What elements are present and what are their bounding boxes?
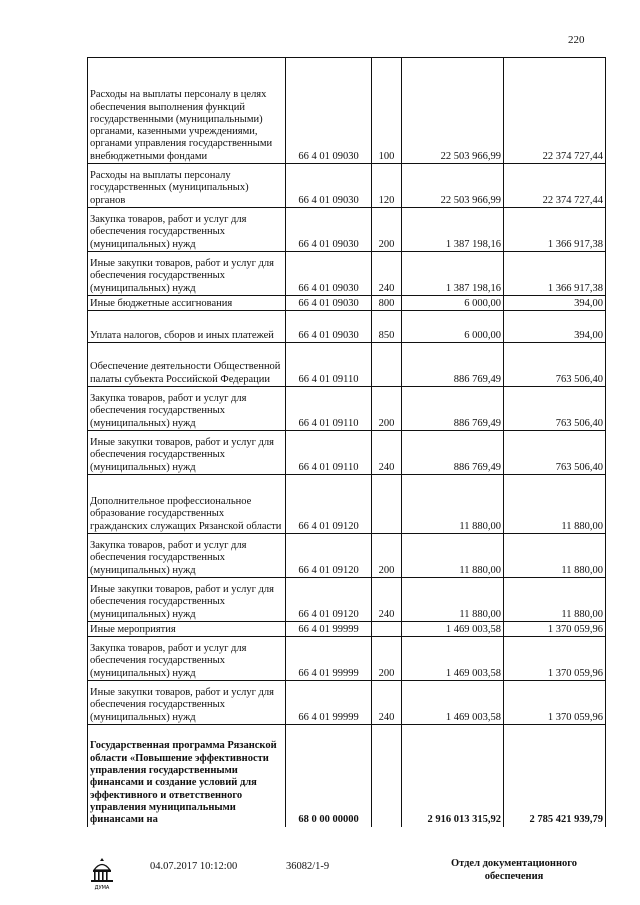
row-amount-1: 11 880,00 xyxy=(402,475,504,534)
row-code: 66 4 01 99999 xyxy=(286,622,372,637)
row-code: 66 4 01 09120 xyxy=(286,475,372,534)
row-amount-2: 763 506,40 xyxy=(504,431,606,475)
row-code: 66 4 01 99999 xyxy=(286,637,372,681)
table-row xyxy=(88,208,606,252)
table-row xyxy=(88,252,606,296)
row-amount-1: 2 916 013 315,92 xyxy=(402,725,504,827)
row-type: 120 xyxy=(372,164,402,208)
table-row xyxy=(88,681,606,725)
table-row xyxy=(88,475,606,534)
row-amount-1: 1 387 198,16 xyxy=(402,208,504,252)
row-code: 66 4 01 09110 xyxy=(286,431,372,475)
row-code: 66 4 01 99999 xyxy=(286,681,372,725)
row-amount-2: 11 880,00 xyxy=(504,475,606,534)
row-type: 200 xyxy=(372,387,402,431)
row-amount-2: 11 880,00 xyxy=(504,578,606,622)
table-row xyxy=(88,296,606,311)
row-name: Иные закупки товаров, работ и услуг для обеспечения государственных (муниципальных) нужд xyxy=(88,252,286,296)
footer-datetime: 04.07.2017 10:12:00 xyxy=(150,861,238,872)
table-row xyxy=(88,58,606,164)
row-amount-1: 22 503 966,99 xyxy=(402,58,504,164)
row-amount-2: 1 366 917,38 xyxy=(504,208,606,252)
row-amount-1: 886 769,49 xyxy=(402,387,504,431)
row-code: 66 4 01 09110 xyxy=(286,343,372,387)
row-name: Расходы на выплаты персоналу в целях обеспечения выполнения функций государственными (муниципальными) органами, казенными учреждениями, органами управления государственными внебюджетными фондами xyxy=(88,58,286,164)
row-amount-2: 1 370 059,96 xyxy=(504,637,606,681)
row-amount-1: 22 503 966,99 xyxy=(402,164,504,208)
row-name: Иные бюджетные ассигнования xyxy=(88,296,286,311)
table-row xyxy=(88,164,606,208)
row-amount-1: 1 469 003,58 xyxy=(402,637,504,681)
row-name: Государственная программа Рязанской области «Повышение эффективности управления государственными финансами и создание условий для эффективного и ответственного управления муниципальными финансами на xyxy=(88,725,286,827)
table-row xyxy=(88,622,606,637)
row-type xyxy=(372,622,402,637)
row-amount-2: 11 880,00 xyxy=(504,534,606,578)
table-row xyxy=(88,387,606,431)
row-amount-1: 1 469 003,58 xyxy=(402,622,504,637)
table-row xyxy=(88,311,606,343)
row-amount-1: 6 000,00 xyxy=(402,296,504,311)
footer-dept-line-1: Отдел документационного xyxy=(450,858,578,869)
row-name: Иные закупки товаров, работ и услуг для обеспечения государственных (муниципальных) нужд xyxy=(88,578,286,622)
row-code: 68 0 00 00000 xyxy=(286,725,372,827)
logo-label: ДУМА xyxy=(94,885,110,891)
row-amount-1: 6 000,00 xyxy=(402,311,504,343)
row-amount-2: 22 374 727,44 xyxy=(504,164,606,208)
row-amount-2: 394,00 xyxy=(504,296,606,311)
row-type xyxy=(372,725,402,827)
row-amount-2: 1 366 917,38 xyxy=(504,252,606,296)
row-code: 66 4 01 09030 xyxy=(286,58,372,164)
footer-doc-number: 36082/1-9 xyxy=(286,861,330,872)
row-name: Иные закупки товаров, работ и услуг для обеспечения государственных (муниципальных) нужд xyxy=(88,431,286,475)
row-amount-2: 1 370 059,96 xyxy=(504,681,606,725)
row-amount-2: 1 370 059,96 xyxy=(504,622,606,637)
row-amount-1: 11 880,00 xyxy=(402,578,504,622)
row-name: Закупка товаров, работ и услуг для обеспечения государственных (муниципальных) нужд xyxy=(88,208,286,252)
row-name: Закупка товаров, работ и услуг для обеспечения государственных (муниципальных) нужд xyxy=(88,534,286,578)
table-row xyxy=(88,725,606,827)
row-amount-1: 1 469 003,58 xyxy=(402,681,504,725)
row-name: Закупка товаров, работ и услуг для обеспечения государственных (муниципальных) нужд xyxy=(88,387,286,431)
budget-table xyxy=(87,57,606,827)
row-type: 100 xyxy=(372,58,402,164)
row-type: 240 xyxy=(372,431,402,475)
table-row xyxy=(88,637,606,681)
row-code: 66 4 01 09030 xyxy=(286,296,372,311)
row-type xyxy=(372,343,402,387)
table-row xyxy=(88,431,606,475)
row-amount-1: 1 387 198,16 xyxy=(402,252,504,296)
row-name: Расходы на выплаты персоналу государственных (муниципальных) органов xyxy=(88,164,286,208)
row-type: 200 xyxy=(372,208,402,252)
table-row xyxy=(88,578,606,622)
table-row xyxy=(88,343,606,387)
row-name: Дополнительное профессиональное образование государственных гражданских служащих Рязанской области xyxy=(88,475,286,534)
row-amount-1: 11 880,00 xyxy=(402,534,504,578)
row-type: 200 xyxy=(372,637,402,681)
row-amount-1: 886 769,49 xyxy=(402,343,504,387)
row-amount-2: 394,00 xyxy=(504,311,606,343)
row-amount-2: 22 374 727,44 xyxy=(504,58,606,164)
table-row xyxy=(88,534,606,578)
row-code: 66 4 01 09030 xyxy=(286,311,372,343)
row-code: 66 4 01 09030 xyxy=(286,252,372,296)
row-amount-2: 763 506,40 xyxy=(504,387,606,431)
row-name: Закупка товаров, работ и услуг для обеспечения государственных (муниципальных) нужд xyxy=(88,637,286,681)
row-amount-1: 886 769,49 xyxy=(402,431,504,475)
row-amount-2: 2 785 421 939,79 xyxy=(504,725,606,827)
row-type: 800 xyxy=(372,296,402,311)
duma-logo-icon xyxy=(87,856,117,892)
row-type xyxy=(372,475,402,534)
page-number: 220 xyxy=(568,34,585,46)
row-type: 240 xyxy=(372,578,402,622)
row-code: 66 4 01 09030 xyxy=(286,208,372,252)
row-type: 850 xyxy=(372,311,402,343)
row-name: Уплата налогов, сборов и иных платежей xyxy=(88,311,286,343)
footer-department xyxy=(440,857,588,883)
row-code: 66 4 01 09110 xyxy=(286,387,372,431)
row-name: Обеспечение деятельности Общественной палаты субъекта Российской Федерации xyxy=(88,343,286,387)
row-amount-2: 763 506,40 xyxy=(504,343,606,387)
row-type: 240 xyxy=(372,252,402,296)
row-code: 66 4 01 09120 xyxy=(286,534,372,578)
footer-dept-line-2: обеспечения xyxy=(484,871,544,882)
row-name: Иные мероприятия xyxy=(88,622,286,637)
row-code: 66 4 01 09120 xyxy=(286,578,372,622)
row-type: 200 xyxy=(372,534,402,578)
row-type: 240 xyxy=(372,681,402,725)
row-code: 66 4 01 09030 xyxy=(286,164,372,208)
row-name: Иные закупки товаров, работ и услуг для обеспечения государственных (муниципальных) нужд xyxy=(88,681,286,725)
